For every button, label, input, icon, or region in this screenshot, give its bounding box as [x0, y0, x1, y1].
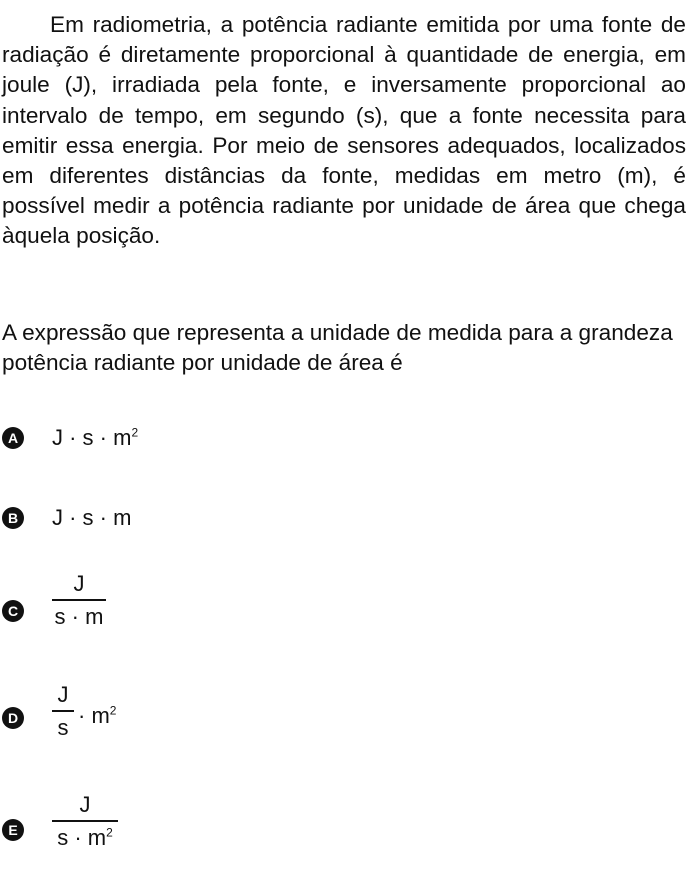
option-d-fraction [52, 683, 74, 740]
option-d-numerator: J [57, 682, 69, 707]
option-d-tail [78, 703, 116, 729]
option-e-denominator [52, 826, 118, 850]
option-c-fraction [52, 572, 106, 629]
option-e-exponent: 2 [106, 825, 113, 840]
option-a-text: J · s · m [52, 425, 132, 450]
option-e[interactable] [0, 792, 600, 862]
option-b-letter-badge: B [2, 507, 24, 529]
option-d-exponent: 2 [109, 703, 117, 718]
option-e-fraction-bar [52, 820, 118, 822]
option-a-expression [52, 425, 138, 451]
question-paragraph-1: Em radiometria, a potência radiante emitida por uma fonte de radiação é diretamente proporcional à quantidade de energia, em joule (J), irradiada pela fonte, e inversamente proporcional ao intervalo de tempo, em segundo (s), que a fonte necessita para emitir essa energia. Por meio de sensores adequados, localizados em diferentes distâncias da fonte, medidas em metro (m), é possível medir a potência radiante por unidade de área que chega àquela posição. [2, 12, 686, 249]
option-d-letter-badge: D [2, 707, 24, 729]
option-e-fraction [52, 793, 118, 850]
question-prompt: A expressão que representa a unidade de medida para a grandeza potência radiante por unidade de área é [2, 320, 673, 376]
option-b[interactable] [0, 504, 600, 574]
option-a-letter-badge: A [2, 427, 24, 449]
option-a[interactable] [0, 424, 600, 494]
option-c-fraction-bar [52, 599, 106, 601]
option-a-exponent: 2 [131, 425, 139, 440]
option-d-denominator: s [57, 714, 69, 740]
option-e-denominator-text: s · m [57, 824, 107, 850]
option-e-letter-badge: E [2, 819, 24, 841]
option-d-fraction-bar [52, 710, 74, 712]
option-c-letter-badge: C [2, 600, 24, 622]
option-b-expression: J · s · m [52, 505, 132, 530]
option-c-denominator: s · m [54, 603, 104, 629]
option-e-numerator: J [79, 792, 91, 817]
option-c-numerator: J [73, 571, 85, 596]
option-d[interactable] [0, 682, 600, 752]
option-c[interactable] [0, 570, 600, 640]
option-d-tail-text: · m [78, 703, 110, 728]
